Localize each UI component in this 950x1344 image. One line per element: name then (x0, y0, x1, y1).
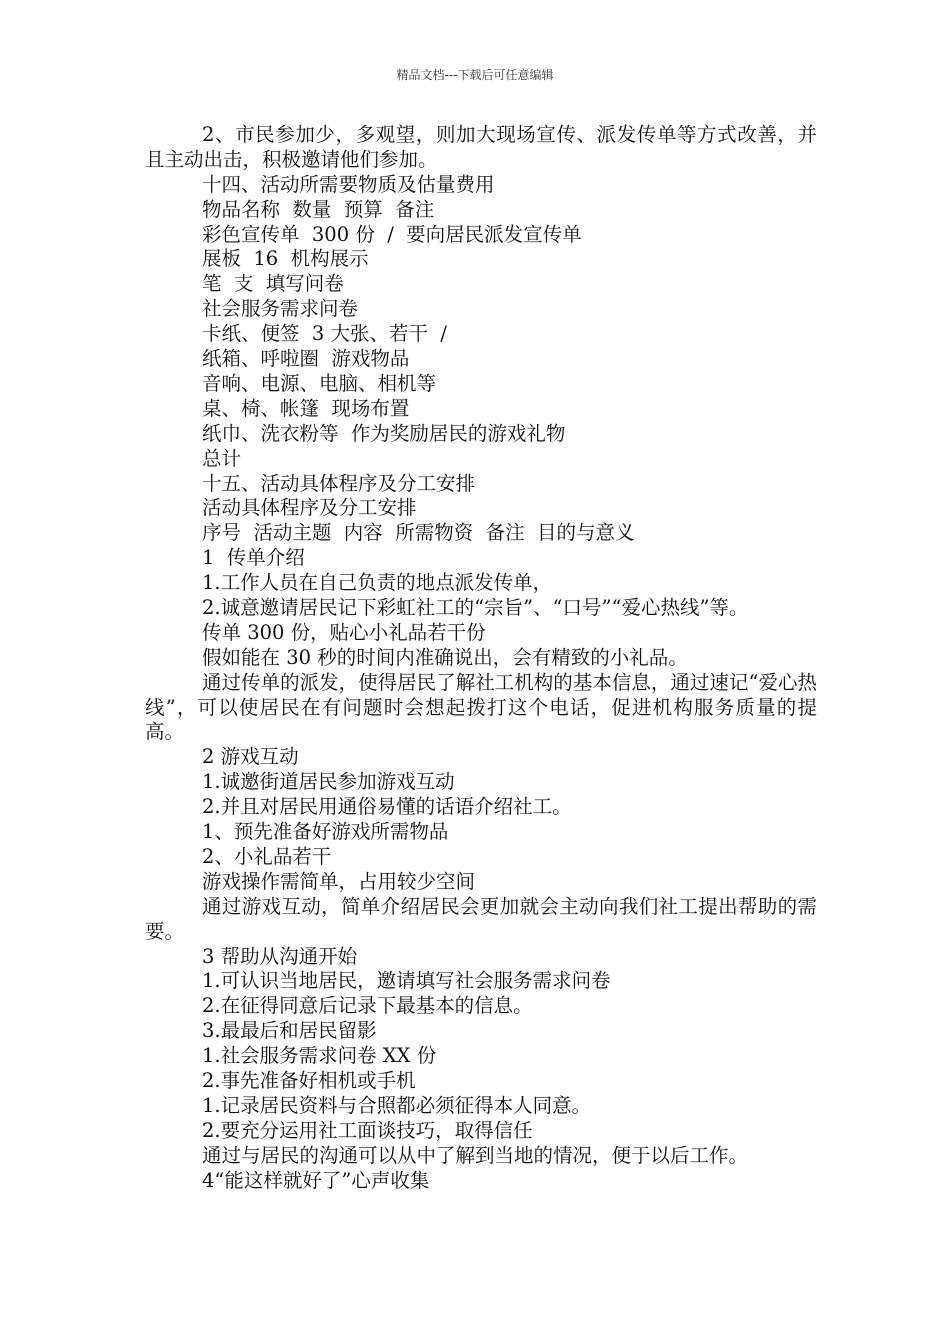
text-line: 2 游戏互动 (202, 745, 299, 769)
text-line: 传单 300 份，贴心小礼品若干份 (202, 620, 486, 644)
text-line: 2.事先准备好相机或手机 (202, 1068, 416, 1092)
text-line: 1.可认识当地居民，邀请填写社会服务需求问卷 (202, 969, 611, 993)
text-line: 社会服务需求问卷 (202, 297, 359, 321)
paragraph: 通过传单的派发，使得居民了解社工机构的基本信息，通过速记“爱心热线”，可以使居民在有问题时会想起拨打这个电话，促进机构服务质量的提高。 (145, 670, 817, 744)
text-line: 通过与居民的沟通可以从中了解到当地的情况，便于以后工作。 (202, 1143, 749, 1167)
text-line: 1.记录居民资料与合照都必须征得本人同意。 (202, 1093, 592, 1117)
page-header: 精品文档---下载后可任意编辑 (396, 68, 554, 82)
paragraph: 通过游戏互动，简单介绍居民会更加就会主动向我们社工提出帮助的需要。 (145, 894, 817, 943)
text-line: 1、预先准备好游戏所需物品 (202, 820, 449, 844)
text-line: 纸巾、洗衣粉等 作为奖励居民的游戏礼物 (202, 421, 566, 445)
text-line: 总计 (202, 446, 242, 470)
text-line: 物品名称 数量 预算 备注 (202, 197, 435, 221)
paragraph: 2.诚意邀请居民记下彩虹社工的“宗旨”、“口号”“爱心热线”等。 (202, 595, 749, 619)
paragraph: 2、市民参加少，多观望，则加大现场宣传、派发传单等方式改善，并且主动出击，积极邀请他们参加。 (145, 123, 817, 171)
text-line: 1.工作人员在自己负责的地点派发传单， (202, 571, 553, 595)
text-line: 笔 支 填写问卷 (202, 272, 344, 296)
text-line: 3 帮助从沟通开始 (202, 944, 358, 968)
text-line: 纸箱、呼啦圈 游戏物品 (202, 347, 410, 371)
document-body (145, 123, 817, 1193)
text-line: 彩色宣传单 300 份 / 要向居民派发宣传单 (202, 222, 582, 246)
text-line: 1.社会服务需求问卷 XX 份 (202, 1044, 437, 1068)
text-line: 活动具体程序及分工安排 (202, 496, 417, 520)
text-line: 序号 活动主题 内容 所需物资 备注 目的与意义 (202, 521, 635, 545)
text-line: 2.要充分运用社工面谈技巧，取得信任 (202, 1118, 533, 1142)
text-line: 假如能在 30 秒的时间内准确说出，会有精致的小礼品。 (202, 645, 688, 669)
text-line: 1 传单介绍 (202, 546, 305, 570)
text-line: 音响、电源、电脑、相机等 (202, 371, 437, 395)
text-line: 4“能这样就好了”心声收集 (202, 1168, 430, 1192)
text-line: 展板 16 机构展示 (202, 247, 369, 271)
text-line: 卡纸、便签 3 大张、若干 / (202, 322, 447, 346)
text-line: 2、小礼品若干 (202, 844, 332, 868)
text-line: 桌、椅、帐篷 现场布置 (202, 396, 410, 420)
text-line: 3.最最后和居民留影 (202, 1019, 377, 1043)
text-line: 十五、活动具体程序及分工安排 (202, 471, 476, 495)
text-line: 1.诚邀街道居民参加游戏互动 (202, 770, 455, 794)
text-line: 游戏操作需简单，占用较少空间 (202, 869, 476, 893)
text-line: 2.并且对居民用通俗易懂的话语介绍社工。 (202, 795, 572, 819)
text-line: 十四、活动所需要物质及估量费用 (202, 172, 495, 196)
text-line: 2.在征得同意后记录下最基本的信息。 (202, 994, 533, 1018)
